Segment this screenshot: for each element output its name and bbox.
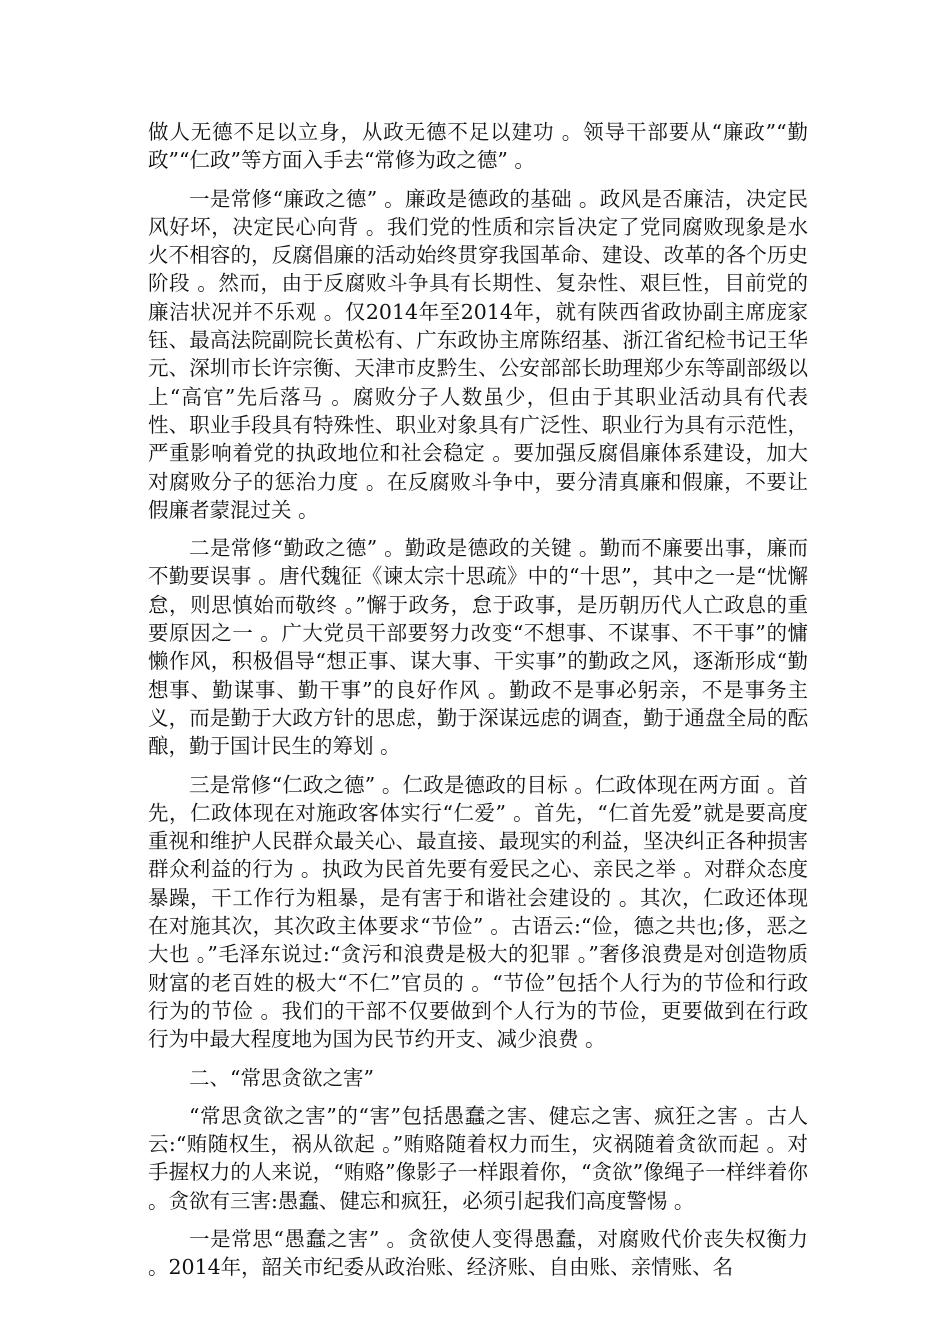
document-page bbox=[148, 118, 808, 1292]
paragraph-qinzheng: 二是常修“勤政之德” 。勤政是德政的关键 。勤而不廉要出事，廉而不勤要误事 。唐代魏征《谏太宗十思疏》中的“十思”，其中之一是“忧懈怠，则思慎始而敬终 。”懈于政务，怠于政事，是历朝历代人亡政息的重要原因之一 。广大党员干部要努力改变“不想事、不谋事、不干事”的慵懒作风，积极倡导“想正事、谋大事、干实事”的勤政之风，逐渐形成“勤想事、勤谋事、勤干事”的良好作风 。勤政不是事必躬亲，不是事务主义，而是勤于大政方针的思虑，勤于深谋远虑的调查，勤于通盘全局的酝酿，勤于国计民生的筹划 。 bbox=[148, 536, 808, 759]
paragraph-lianzheng: 一是常修“廉政之德” 。廉政是德政的基础 。政风是否廉洁，决定民风好坏，决定民心向背 。我们党的性质和宗旨决定了党同腐败现象是水火不相容的，反腐倡廉的活动始终贯穿我国革命、建设、改革的各个历史阶段 。然而，由于反腐败斗争具有长期性、复杂性、艰巨性，目前党的廉洁状况并不乐观 。仅2014年至2014年，就有陕西省政协副主席庞家钰、最高法院副院长黄松有、广东政协主席陈绍基、浙江省纪检书记王华元、深圳市长许宗衡、天津市皮黔生、公安部部长助理郑少东等副部级以上“高官”先后落马 。腐败分子人数虽少，但由于其职业活动具有代表性、职业手段具有特殊性、职业对象具有广泛性、职业行为具有示范性，严重影响着党的执政地位和社会稳定 。要加强反腐倡廉体系建设，加大对腐败分子的惩治力度 。在反腐败斗争中，要分清真廉和假廉，不要让假廉者蒙混过关 。 bbox=[148, 186, 808, 522]
paragraph-tanyu: “常思贪欲之害”的“害”包括愚蠢之害、健忘之害、疯狂之害 。古人云:“贿随权生，祸从欲起 。”贿赂随着权力而生，灾祸随着贪欲而起 。对手握权力的人来说，“贿赂”像影子一样跟着你，“贪欲”像绳子一样绊着你 。贪欲有三害:愚蠢、健忘和疯狂，必须引起我们高度警惕 。 bbox=[148, 1103, 808, 1213]
section-heading: 二、“常思贪欲之害” bbox=[189, 1065, 374, 1090]
paragraph-yuchun: 一是常思“愚蠢之害” 。贪欲使人变得愚蠢，对腐败代价丧失权衡力 。2014年，韶关市纪委从政治账、经济账、自由账、亲情账、名 bbox=[148, 1226, 808, 1280]
paragraph-intro: 做人无德不足以立身，从政无德不足以建功 。领导干部要从“廉政”“勤政”“仁政”等方面入手去“常修为政之德” 。 bbox=[148, 120, 808, 173]
paragraph-renzheng: 三是常修“仁政之德” 。仁政是德政的目标 。仁政体现在两方面 。首先，仁政体现在对施政客体实行“仁爱” 。首先，“仁首先爱”就是要高度重视和维护人民群众最关心、最直接、最现实的利益，坚决纠正各种损害群众利益的行为 。执政为民首先要有爱民之心、亲民之举 。对群众态度暴躁，干工作行为粗暴，是有害于和谐社会建设的 。其次，仁政还体现在对施其次，其次政主体要求“节俭” 。古语云:“俭，德之共也;侈，恶之大也 。”毛泽东说过:“贪污和浪费是极大的犯罪 。”奢侈浪费是对创造物质财富的老百姓的极大“不仁”官员的 。“节俭”包括个人行为的节俭和行政行为的节俭 。我们的干部不仅要做到个人行为的节俭，更要做到在行政行为中最大程度地为国为民节约开支、减少浪费 。 bbox=[148, 772, 808, 1052]
